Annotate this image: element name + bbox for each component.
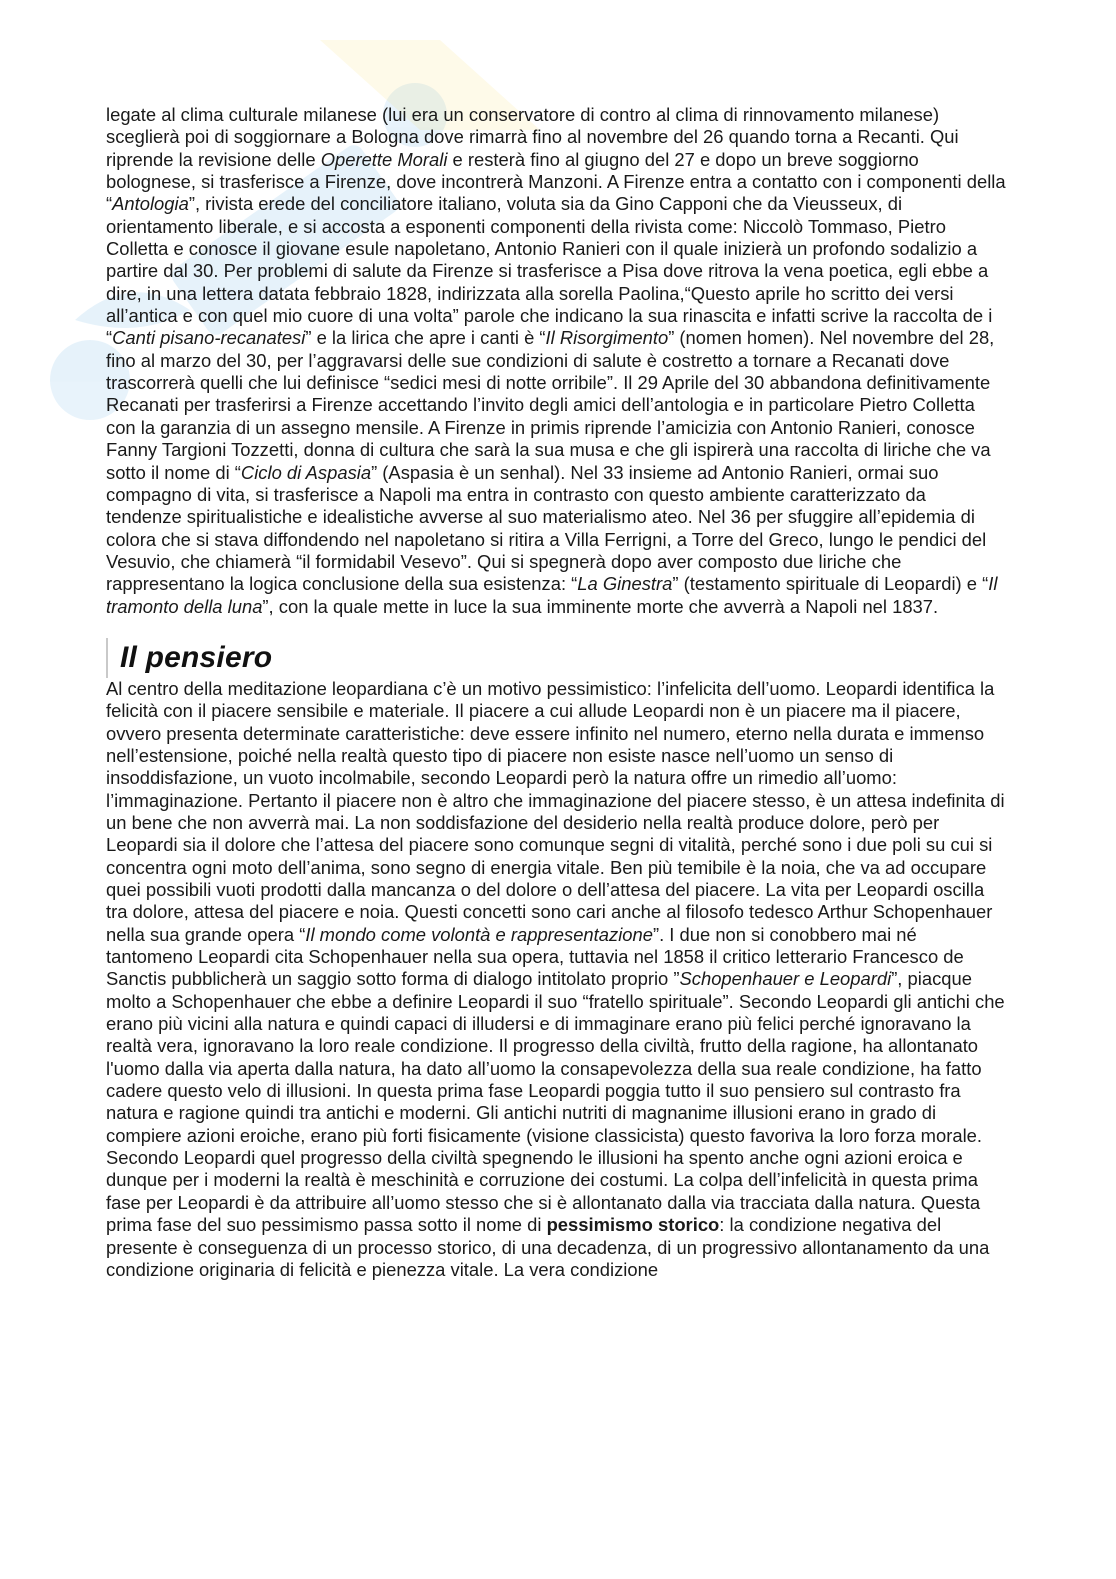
text-run: ” (Aspasia è un senhal). Nel 33 insieme ad Antonio Ranieri, ormai suo compagno di vita, si trasferisce a Napoli ma entra in contrasto con questo ambiente caratterizzato da tendenze spiritualistiche e idealistiche avverse al suo materialismo ateo. Nel 36 per sfuggire all’epidemia di colora che si stava diffondendo nel napoletano si ritira a Villa Ferrigni, a Torre del Greco, lungo le pendici del Vesuvio, che chiamerà “il formidabil Vesevo”. Qui si spegnerà dopo aver composto due liriche che rappresentano la logica conclusione della sua esistenza: “ [106, 461, 987, 595]
document-page [106, 104, 1006, 1281]
text-run: ”. I due non si conobbero mai né tantomeno Leopardi cita Schopenhauer nella sua opera, tuttavia nel 1858 il critico letterario Francesco de Sanctis pubblicherà un saggio sotto forma di dialogo intitolato proprio ” [106, 923, 964, 990]
italic-title: Antologia [112, 193, 189, 215]
biography-paragraph [106, 104, 1006, 618]
text-run: legate al clima culturale milanese (lui era un conservatore di contro al clima di rinnovamento milanese) sceglierà poi di soggiornare a Bologna dove rimarrà fino al novembre del 26 quando torna a Recanti. Qui riprende la revisione delle [106, 104, 959, 170]
text-run: ”, con la quale mette in luce la sua imminente morte che avverrà a Napoli nel 1837. [262, 595, 939, 617]
bold-term: pessimismo storico [546, 1214, 720, 1236]
italic-title: La Ginestra [577, 573, 673, 595]
italic-title: Il tramonto della luna [106, 573, 998, 617]
italic-title: Il Risorgimento [545, 327, 669, 349]
text-run: Al centro della meditazione leopardiana c’è un motivo pessimistico: l’infelicita dell’uomo. Leopardi identifica la felicità con il piacere sensibile e materiale. Il piacere a cui allude Leopardi non è un piacere ma il piacere, ovvero presenta determinate caratteristiche: deve essere infinito nel numero, eterno nella durata e immenso nell’estensione, poiché nella realtà questo tipo di piacere non esiste nasce nell’uomo un senso di insoddisfazione, un vuoto incolmabile, secondo Leopardi però la natura offre un rimedio all’uomo: l’immaginazione. Pertanto il piacere non è altro che immaginazione del piacere stesso, è un attesa indefinita di un bene che non avverrà mai. La non soddisfazione del desiderio nella realtà produce dolore, però per Leopardi sia il dolore che l’attesa del piacere sono comunque segni di vitalità, perché sono i due poli su cui si concentra ogni moto dell’anima, sono segno di energia vitale. Ben più temibile è la noia, che va ad occupare quei possibili vuoti prodotti dalla mancanza o del dolore o dell’attesa del piacere. La vita per Leopardi oscilla tra dolore, attesa del piacere e noia. Questi concetti sono cari anche al filosofo tedesco Arthur Schopenhauer nella sua grande opera “ [106, 677, 1005, 945]
text-run: ” e la lirica che apre i canti è “ [305, 327, 546, 349]
section-heading: Il pensiero [106, 638, 1006, 678]
text-run: ”, piacque molto a Schopenhauer che ebbe a definire Leopardi il suo “fratello spirituale”. Secondo Leopardi gli antichi che erano più vicini alla natura e quindi capaci di illudersi e di immaginare erano più felici perché ignoravano la realtà vera, ignoravano la loro reale condizione. Il progresso della civiltà, frutto della ragione, ha allontanato l'uomo dalla via aperta dalla natura, ha dato all’uomo la consapevolezza della sua reale condizione, ha fatto cadere questo velo di illusioni. In questa prima fase Leopardi poggia tutto il suo pensiero sul contrasto fra natura e ragione quindi tra antichi e moderni. Gli antichi nutriti di magnanime illusioni erano in grado di compiere azioni eroiche, erano più forti fisicamente (visione classicista) questo favoriva la loro forza morale. Secondo Leopardi quel progresso della civiltà spegnendo le illusioni ha spento anche ogni azioni eroica e dunque per i moderni la realtà è meschinità e corruzione dei costumi. La colpa dell’infelicità in questa prima fase per Leopardi è da attribuire all’uomo stesso che si è allontanato dalla via tracciata dalla natura. Questa prima fase del suo pessimismo passa sotto il nome di [106, 968, 1005, 1236]
italic-title: Operette Morali [320, 148, 448, 170]
text-run: e resterà fino al giugno del 27 e dopo un breve soggiorno bolognese, si trasferisce a Firenze, dove incontrerà Manzoni. A Firenze entra a contatto con i componenti della “ [106, 148, 1006, 215]
italic-title: Canti pisano-recanatesi [112, 327, 306, 349]
text-run: : la condizione negativa del presente è conseguenza di un processo storico, di una decadenza, di un progressivo allontanamento da una condizione originaria di felicità e pienezza vitale. La vera condizione [106, 1214, 990, 1280]
text-run: ” (nomen homen). Nel novembre del 28, fino al marzo del 30, per l’aggravarsi delle sue condizioni di salute è costretto a tornare a Recanati dove trascorrerà quelli che lui definisce “sedici mesi di notte orribile”. Il 29 Aprile del 30 abbandona definitivamente Recanati per trasferirsi a Firenze accettando l’invito degli amici dell’antologia e in particolare Pietro Colletta con la garanzia di un assegno mensile. A Firenze in primis riprende l’amicizia con Antonio Ranieri, conosce Fanny Targioni Tozzetti, donna di cultura che sarà la sua musa e che gli ispirerà una raccolta di liriche che va sotto il nome di “ [106, 327, 995, 483]
italic-title: Ciclo di Aspasia [240, 461, 372, 483]
text-run: ” (testamento spirituale di Leopardi) e “ [672, 573, 989, 595]
text-run: ”, rivista erede del conciliatore italiano, voluta sia da Gino Capponi che da Vieusseux, di orientamento liberale, e si accosta a esponenti componenti della rivista come: Niccolò Tommaso, Pietro Colletta e conosce il giovane esule napoletano, Antonio Ranieri con il quale inizierà un profondo sodalizio a partire dal 30. Per problemi di salute da Firenze si trasferisce a Pisa dove ritrova la vena poetica, egli ebbe a dire, in una lettera datata febbraio 1828, indirizzata alla sorella Paolina,“Questo aprile ho scritto dei versi all’antica e con quel mio cuore di una volta” parole che indicano la sua rinascita e infatti scrive la raccolta de i “ [106, 193, 993, 349]
thought-paragraph [106, 678, 1006, 1281]
italic-title: Schopenhauer e Leopardi [679, 968, 892, 990]
italic-title: Il mondo come volontà e rappresentazione [305, 923, 653, 945]
